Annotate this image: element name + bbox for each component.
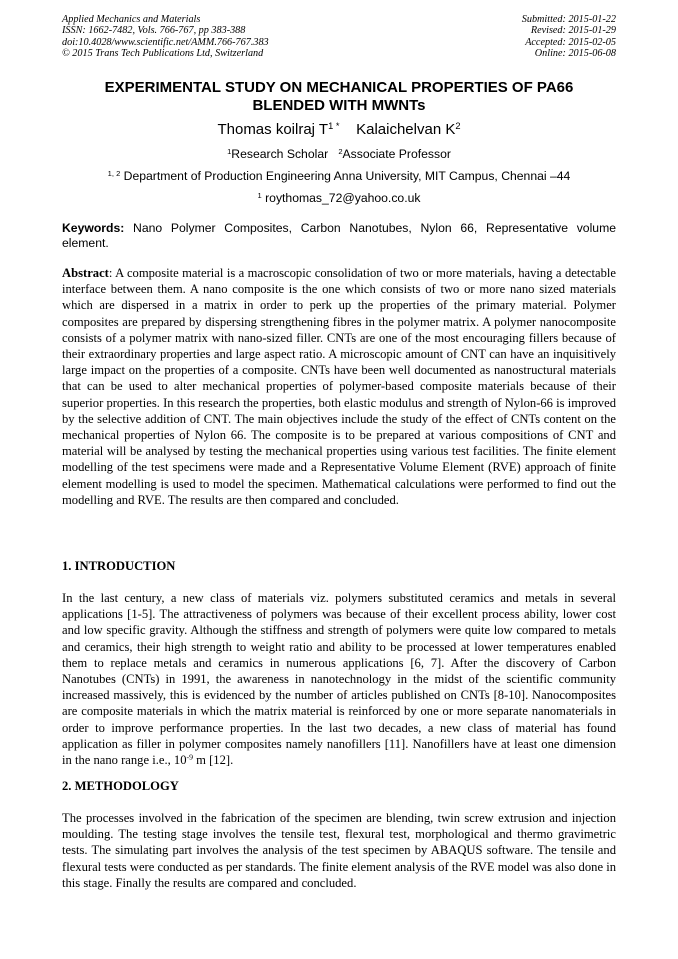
keywords — [62, 221, 616, 250]
exponent: -9 — [186, 752, 193, 762]
header-left — [62, 14, 269, 60]
section-heading-introduction: 1. INTRODUCTION — [62, 559, 176, 573]
author-2-superscript: 2 — [455, 120, 461, 131]
author-2: Kalaichelvan K — [356, 121, 456, 138]
roles-line — [62, 147, 616, 162]
revised-date: Revised: 2015-01-29 — [530, 25, 616, 37]
abstract — [62, 265, 616, 508]
email-line — [62, 191, 616, 206]
introduction-paragraph — [62, 590, 616, 768]
affiliation-superscript: 1, 2 — [107, 168, 121, 178]
author-1: Thomas koilraj T — [217, 121, 329, 138]
header-right — [522, 14, 616, 60]
role-1: Research Scholar — [231, 147, 329, 161]
submitted-date: Submitted: 2015-01-22 — [521, 14, 616, 25]
paper-title — [62, 79, 616, 115]
accepted-date: Accepted: 2015-02-05 — [525, 36, 616, 48]
introduction-text-end: m [12]. — [193, 753, 234, 768]
role-2: Associate Professor — [342, 147, 451, 161]
author-1-superscript: 1 * — [328, 120, 340, 131]
title-line-2: BLENDED WITH MWNTs — [252, 97, 426, 114]
role-2-superscript: 2 — [338, 146, 343, 156]
affiliation-text: Department of Production Engineering Anna University, MIT Campus, Chennai –44 — [120, 169, 571, 183]
affiliation-line — [62, 169, 616, 184]
online-date: Online: 2015-06-08 — [534, 48, 616, 60]
title-line-1: EXPERIMENTAL STUDY ON MECHANICAL PROPERTIES OF PA66 — [104, 79, 574, 96]
section-heading-methodology: 2. METHODOLOGY — [62, 779, 179, 793]
copyright-line: © 2015 Trans Tech Publications Ltd, Switzerland — [62, 48, 264, 60]
email-superscript: 1 — [257, 190, 262, 200]
introduction-text: In the last century, a new class of materials viz. polymers substituted ceramics and metals in several applications [1-5]. The attractiveness of polymers was because of their excellent process ability, lower cost and low specific gravity. Although the stiffness and strength of polymers were quite low compared to metals and ceramics, their high strength to weight ratio and ability to be processed at lower temperatures enabled them to replace metals and ceramics in numerous applications [6, 7]. After the discovery of Carbon Nanotubes (CNTs) in 1991, the awareness in nanotechnology in the midst of the scientific community increased massively, this is evidenced by the number of articles published on CNTs [8-10]. Nanocomposites are composite materials in which the matrix material is reinforced by one or more separate nanomaterials in order to improve performance properties. In the last two decades, a new class of material has found application as filler in polymer composites namely nanofillers [11]. Nanofillers have at least one dimension in the nano range i.e., 10 — [62, 591, 616, 768]
journal-name: Applied Mechanics and Materials — [62, 14, 201, 25]
keywords-text: Nano Polymer Composites, Carbon Nanotubes, Nylon 66, Representative volume element. — [62, 221, 616, 250]
doi-line: doi:10.4028/www.scientific.net/AMM.766-767.383 — [62, 36, 269, 48]
keywords-label: Keywords: — [62, 221, 125, 235]
email-address: roythomas_72@yahoo.co.uk — [261, 191, 421, 205]
authors-line — [62, 121, 616, 139]
methodology-paragraph: The processes involved in the fabrication of the specimen are blending, twin screw extrusion and injection moulding. The testing stage involves the tensile test, flexural test, morphological and thermo gravimetric tests. The simulating part involves the analysis of the test specimen by ABAQUS software. The tensile and flexural tests were conducted as per standards. The finite element analysis of the RVE model was also done in this stage. Finally the results are compared and concluded. — [62, 811, 616, 890]
role-1-superscript: 1 — [227, 146, 232, 156]
abstract-label: Abstract — [62, 266, 109, 280]
issn-line: ISSN: 1662-7482, Vols. 766-767, pp 383-388 — [62, 25, 246, 37]
abstract-text: : A composite material is a macroscopic consolidation of two or more materials, having a detectable interface between them. A nano composite is the one which consists of two or more nano sized materials which are dispersed in a matrix in order to perk up the properties of the primary material. Polymer composites are prepared by dispersing strengthening fibres in the polymer matrix. A polymer nanocomposite consists of a polymer matrix with nano-sized filler. CNTs are one of the most encouraging fillers because of their extraordinary properties and large aspect ratio. A microscopic amount of CNT can have an inquisitively large impact on the properties of a composite. CNTs have been well documented as nanostructural materials that can be used to alter mechanical properties of polymer-based composite materials because of their superior properties. In this research the properties, both elastic modulus and strength of Nylon-66 is improved by the selective addition of CNT. The main objectives include the study of the effect of CNTs content on the mechanical properties of Nylon 66. The composite is to be prepared at various compositions of CNT and material will be analysed by testing the mechanical properties using various test facilities. The finite element modelling of the test specimens were made and a Representative Volume Element (RVE) approach of finite element modelling is used to model the specimen. Mathematical calculations were performed to find out the modelling and RVE. The results are then compared and concluded. — [62, 266, 616, 507]
